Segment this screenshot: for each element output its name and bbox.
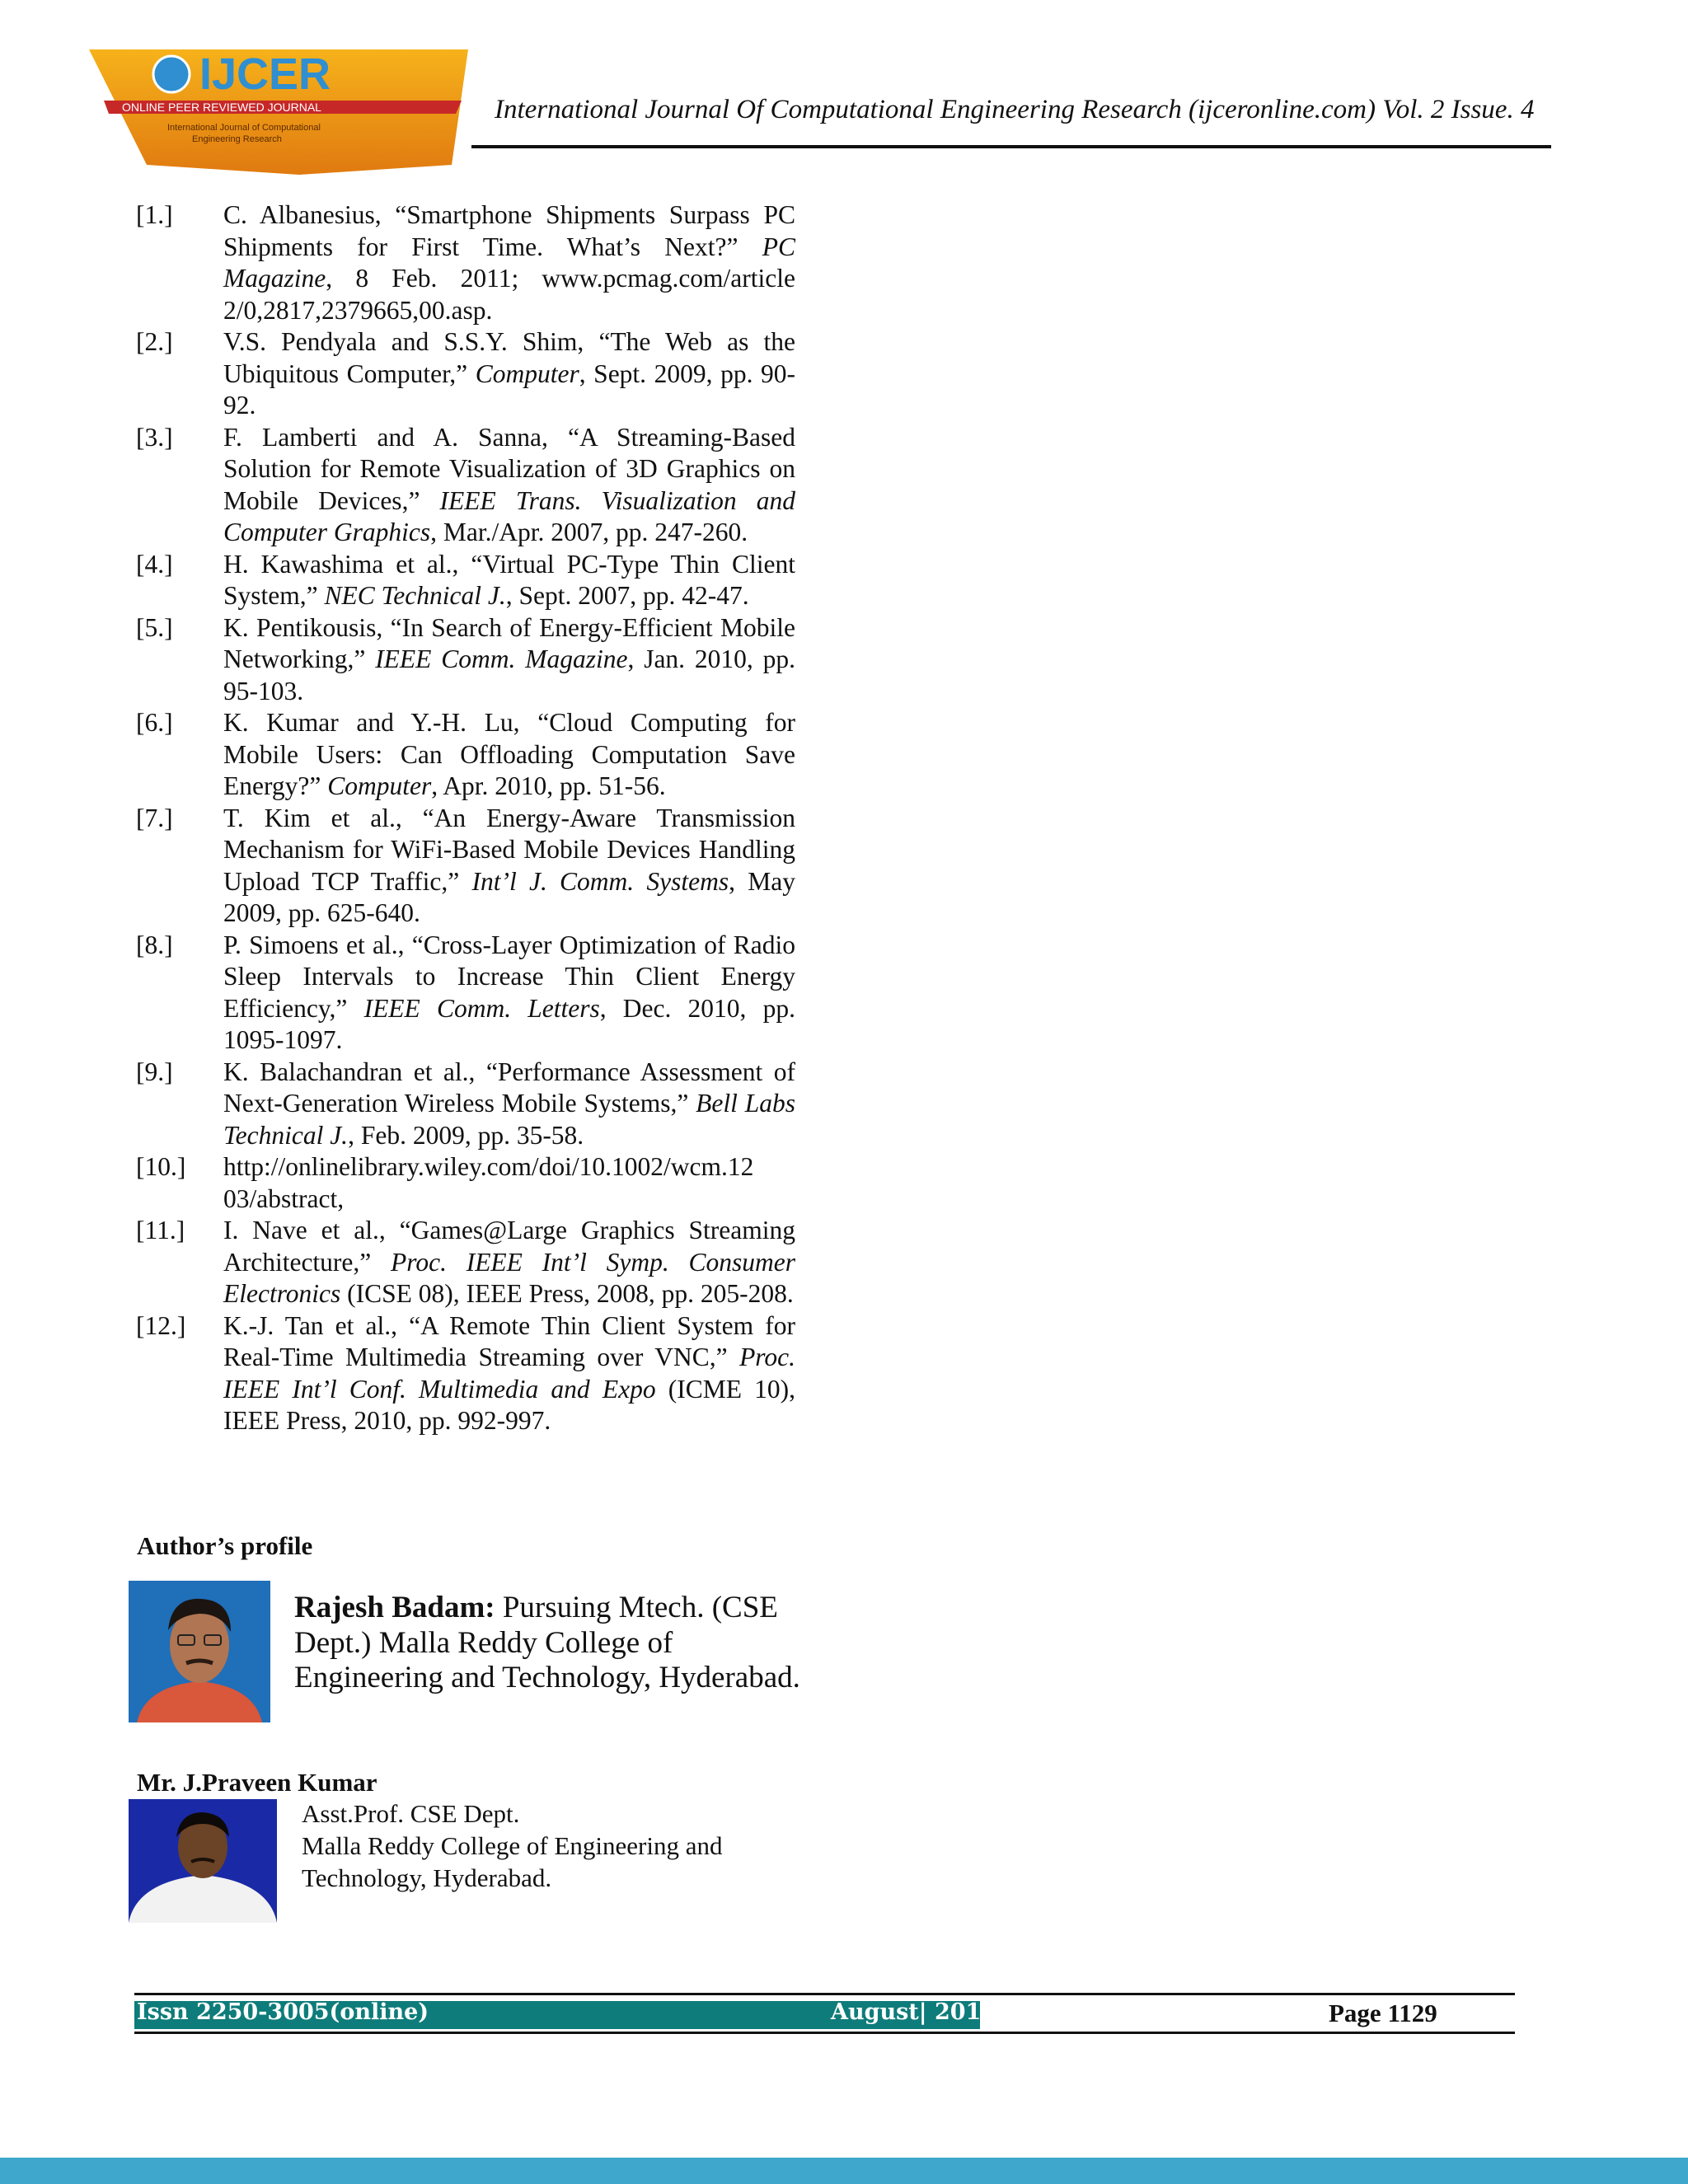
footer-page-number: Page 1129 bbox=[1329, 1999, 1437, 2027]
profile-heading: Author’s profile bbox=[137, 1531, 313, 1560]
reference-text bbox=[223, 422, 795, 549]
footer-date: August| 2012 bbox=[831, 1999, 997, 2025]
reference-segment: F. Lamberti and A. Sanna, “A Streaming-Based Solution for Remote Visualization of 3D Graphics on Mobile Devices,” bbox=[223, 422, 795, 515]
reference-item bbox=[136, 707, 795, 803]
reference-item bbox=[136, 422, 795, 549]
logo-subtitle-1: International Journal of Computational bbox=[167, 123, 321, 133]
reference-segment: http://onlinelibrary.wiley.com/doi/10.1002/wcm.12 03/abstract, bbox=[223, 1152, 754, 1213]
footer-rule-top bbox=[134, 1993, 1515, 1995]
header-rule bbox=[471, 145, 1551, 148]
reference-source: Int’l J. Comm. Systems bbox=[471, 866, 729, 896]
reference-source: Computer bbox=[327, 771, 432, 800]
reference-segment: I. Nave et al., “Games@Large Graphics Streaming Architecture,” bbox=[223, 1216, 795, 1277]
reference-text bbox=[223, 199, 795, 326]
reference-source: Proc. IEEE Int’l Conf. Multimedia and Expo bbox=[223, 1343, 795, 1404]
reference-source: PC Magazine bbox=[223, 232, 795, 293]
reference-text bbox=[223, 1151, 795, 1215]
reference-source: Bell Labs Technical J. bbox=[223, 1089, 795, 1150]
reference-segment: V.S. Pendyala and S.S.Y. Shim, “The Web as the Ubiquitous Computer,” bbox=[223, 327, 795, 388]
reference-number: [1.] bbox=[136, 200, 173, 229]
reference-number: [2.] bbox=[136, 327, 173, 356]
author2-line-1: Asst.Prof. CSE Dept. bbox=[302, 1799, 520, 1828]
reference-text bbox=[223, 549, 795, 612]
reference-item bbox=[136, 612, 795, 708]
logo-subtitle-2: Engineering Research bbox=[192, 134, 282, 144]
reference-item bbox=[136, 549, 795, 612]
reference-item bbox=[136, 930, 795, 1057]
reference-source: IEEE Trans. Visualization and Computer Graphics bbox=[223, 485, 795, 546]
reference-item bbox=[136, 1151, 795, 1215]
bottom-bar bbox=[0, 2158, 1688, 2184]
reference-segment: T. Kim et al., “An Energy-Aware Transmission Mechanism for WiFi-Based Mobile Devices Handling Upload TCP Traffic,” bbox=[223, 803, 795, 896]
footer-rule-bottom bbox=[134, 2032, 1515, 2034]
author2-photo bbox=[129, 1799, 277, 1923]
author1-name: Rajesh Badam: bbox=[294, 1591, 495, 1624]
reference-number: [5.] bbox=[136, 612, 173, 642]
reference-source: IEEE Comm. Letters bbox=[363, 993, 600, 1023]
reference-item bbox=[136, 199, 795, 326]
reference-source: IEEE Comm. Magazine bbox=[375, 644, 628, 673]
reference-segment: K. Balachandran et al., “Performance Assessment of Next-Generation Wireless Mobile Systems,” bbox=[223, 1057, 795, 1118]
reference-text bbox=[223, 930, 795, 1057]
journal-logo bbox=[89, 41, 476, 181]
author2-line-2: Malla Reddy College of Engineering and bbox=[302, 1831, 723, 1860]
reference-segment: , Sept. 2007, pp. 42-47. bbox=[505, 581, 749, 610]
author2-name: Mr. J.Praveen Kumar bbox=[137, 1768, 377, 1797]
reference-segment: , Mar./Apr. 2007, pp. 247-260. bbox=[430, 518, 748, 546]
reference-source: Proc. IEEE Int’l Symp. Consumer Electronics bbox=[223, 1247, 795, 1308]
author1-photo bbox=[129, 1581, 270, 1722]
reference-text bbox=[223, 326, 795, 422]
reference-segment: C. Albanesius, “Smartphone Shipments Surpass PC Shipments for First Time. What’s Next?” bbox=[223, 200, 795, 261]
author1-detail: Pursuing Mtech. (CSE Dept.) Malla Reddy College of Engineering and Technology, Hyderabad. bbox=[294, 1591, 800, 1694]
reference-source: NEC Technical J. bbox=[324, 581, 506, 610]
reference-segment: , 8 Feb. 2011; www.pcmag.com/article 2/0,2817,2379665,00.asp. bbox=[223, 264, 795, 325]
reference-segment: P. Simoens et al., “Cross-Layer Optimization of Radio Sleep Intervals to Increase Thin Client Energy Efficiency,” bbox=[223, 930, 795, 1023]
reference-number: [10.] bbox=[136, 1152, 186, 1181]
reference-item bbox=[136, 1310, 795, 1437]
reference-segment: K. Pentikousis, “In Search of Energy-Efficient Mobile Networking,” bbox=[223, 612, 795, 673]
reference-text bbox=[223, 1057, 795, 1152]
reference-segment: , Jan. 2010, pp. 95-103. bbox=[223, 644, 796, 705]
reference-segment: , May 2009, pp. 625-640. bbox=[223, 866, 795, 927]
reference-text bbox=[223, 1310, 795, 1437]
author2-line-3: Technology, Hyderabad. bbox=[302, 1863, 552, 1892]
reference-item bbox=[136, 1057, 795, 1152]
reference-text bbox=[223, 707, 795, 803]
reference-item bbox=[136, 326, 795, 422]
reference-number: [9.] bbox=[136, 1057, 173, 1086]
reference-segment: , Apr. 2010, pp. 51-56. bbox=[431, 771, 666, 800]
reference-segment: (ICME 10), IEEE Press, 2010, pp. 992-997. bbox=[223, 1374, 795, 1435]
logo-text: IJCER bbox=[199, 49, 331, 99]
reference-text bbox=[223, 612, 795, 708]
reference-segment: K.-J. Tan et al., “A Remote Thin Client System for Real-Time Multimedia Streaming over VNC,” bbox=[223, 1310, 795, 1371]
reference-list bbox=[136, 199, 795, 1437]
reference-text bbox=[223, 1215, 795, 1310]
reference-number: [4.] bbox=[136, 549, 173, 579]
journal-title: International Journal Of Computational Engineering Research (ijceronline.com) Vol. 2 Issue. 4 bbox=[495, 95, 1535, 124]
reference-item bbox=[136, 803, 795, 930]
author2-detail bbox=[302, 1797, 796, 1894]
reference-segment: (ICSE 08), IEEE Press, 2008, pp. 205-208. bbox=[340, 1279, 794, 1308]
reference-segment: H. Kawashima et al., “Virtual PC-Type Thin Client System,” bbox=[223, 549, 795, 610]
reference-text bbox=[223, 803, 795, 930]
reference-number: [3.] bbox=[136, 422, 173, 452]
author1-bio bbox=[294, 1591, 805, 1696]
reference-number: [12.] bbox=[136, 1310, 186, 1340]
reference-number: [8.] bbox=[136, 930, 173, 959]
reference-number: [6.] bbox=[136, 708, 173, 737]
reference-source: Computer bbox=[475, 359, 579, 388]
reference-segment: , Feb. 2009, pp. 35-58. bbox=[348, 1120, 584, 1150]
reference-number: [11.] bbox=[136, 1216, 185, 1244]
footer-issn: Issn 2250-3005(online) bbox=[137, 1999, 429, 2025]
reference-segment: , Dec. 2010, pp. 1095-1097. bbox=[223, 993, 795, 1054]
reference-segment: K. Kumar and Y.-H. Lu, “Cloud Computing for Mobile Users: Can Offloading Computation Save Energy?” bbox=[223, 708, 795, 800]
reference-number: [7.] bbox=[136, 803, 173, 832]
reference-segment: , Sept. 2009, pp. 90-92. bbox=[223, 359, 795, 419]
logo-banner: ONLINE PEER REVIEWED JOURNAL bbox=[122, 101, 321, 114]
reference-item bbox=[136, 1215, 795, 1310]
